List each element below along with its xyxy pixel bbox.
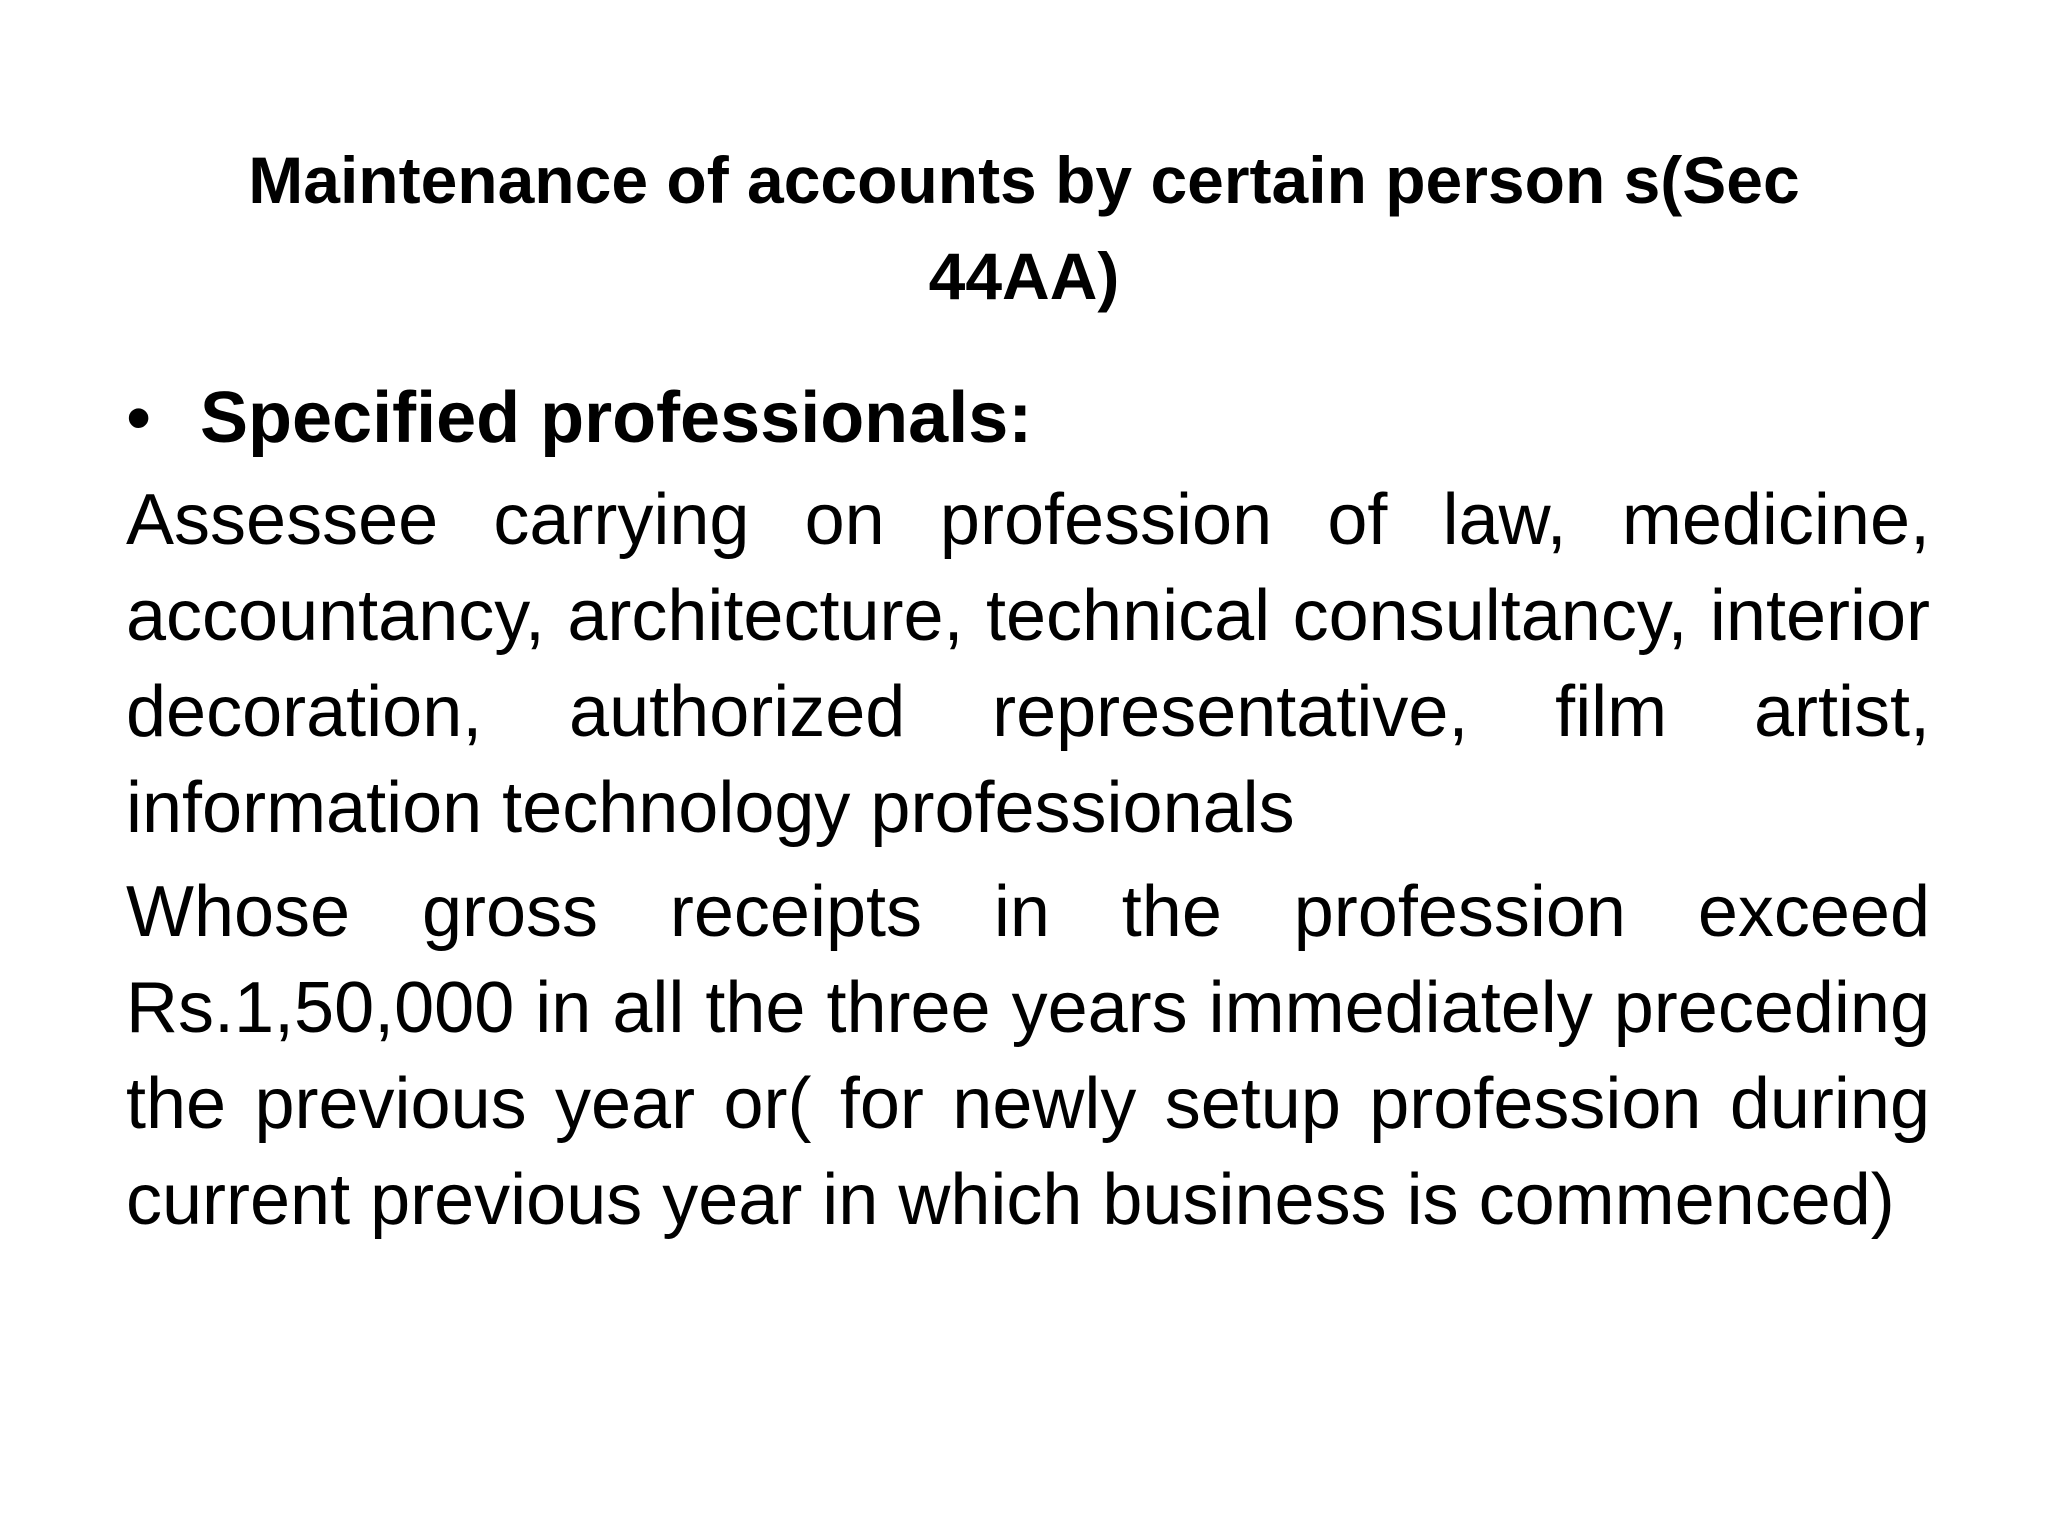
bullet-item — [126, 368, 1930, 468]
slide-content — [126, 368, 1930, 1256]
receipts-paragraph: Whose gross receipts in the profession exceed Rs.1,50,000 in all the three years immediately preceding the previous year or( for newly setup profession during current previous year in which business is commenced) — [126, 872, 1930, 1240]
bullet-icon: • — [126, 378, 152, 458]
bullet-label: Specified professionals: — [200, 378, 1033, 458]
slide-title: Maintenance of accounts by certain person s(Sec 44AA) — [248, 143, 1800, 313]
professions-paragraph: Assessee carrying on profession of law, medicine, accountancy, architecture, technical consultancy, interior decoration, authorized representative, film artist, information technology professionals — [126, 480, 1930, 848]
